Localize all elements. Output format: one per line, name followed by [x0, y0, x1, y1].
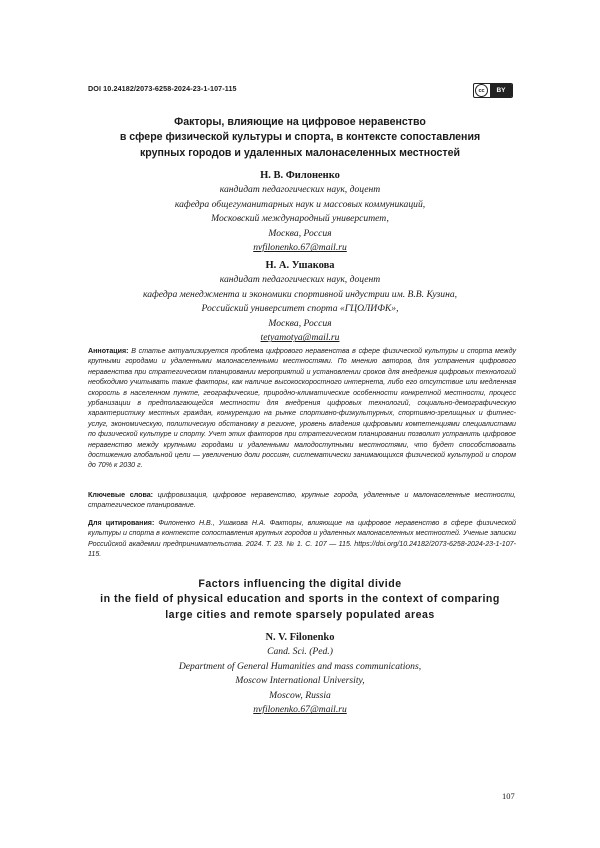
affiliation-line: кафедра общегуманитарных наук и массовых коммуникаций, [174, 198, 426, 210]
affiliation-line: Moscow, Russia [269, 689, 331, 701]
affiliation-line: Москва, Россия [268, 317, 332, 329]
affiliation-line: Moscow International University, [235, 675, 365, 687]
affiliation-line: Российский университет спорта «ГЦОЛИФК», [201, 303, 399, 315]
creative-commons-icon: cc [475, 84, 488, 97]
page-number: 107 [502, 791, 515, 801]
affiliation-line: кандидат педагогических наук, доцент [219, 274, 381, 285]
author-email-link[interactable]: tetyamotya@mail.ru [260, 332, 340, 344]
title-ru-line: Факторы, влияющие на цифровое неравенство [174, 116, 426, 128]
author-email-link[interactable]: nvfilonenko.67@mail.ru [253, 242, 347, 254]
citation-label: Для цитирования: [88, 519, 155, 527]
citation-text: Филоненко Н.В., Ушакова Н.А. Факторы, влияющие на цифровое неравенство в сфере физической культуры и спорта в контексте сопоставления крупных городов и удаленных малонаселенных местностей. Ученые записки Российской академии предпринимательства. 2024. Т. 23. № 1. С. 107 — 115. https://doi.org/10.24182/2073-6258-2024-23-1-107-115. [88, 519, 516, 559]
article-title-en [80, 577, 520, 623]
doi: DOI 10.24182/2073-6258-2024-23-1-107-115 [88, 84, 237, 93]
citation [88, 518, 516, 560]
title-ru-line: крупных городов и удаленных малонаселенных местностей [139, 146, 461, 159]
author-name: Н. В. Филоненко [260, 170, 340, 181]
license-by-label: BY [490, 84, 512, 97]
keywords [88, 490, 516, 511]
abstract-text: В статье актуализируется проблема цифрового неравенства в сфере физической культуры и спорта между крупными городами и удаленными малонаселенными местностями. По мнению авторов, для устранения цифрового неравенства при стратегическом планировании мероприятий и установлении сроков для внедрения цифровых технологий необходимо учитывать такие факторы, как наличие высокоскоростного интернета, либо его отсутствие или медленная скорость в населенном пункте, географические, природно-климатические особенности конкретной местности, процесс урбанизации в предполагающейся местности для внедрения цифровых технологий, социально-демографическую характеристику местных граждан, конкуренцию на рынке спортивно-физкультурных, спортивно-зрелищных и фитнес-услуг, экономическую, политическую обстановку в регионе, уровень владения цифровыми компетенциями специалистами по физической культуре и спорту. Учет этих факторов при стратегическом планировании позволит устранить цифровое неравенство между крупными городами и удаленными малодоступными местностями, что будет способствовать достижению глобальной цели — увеличению доли россиян, систематически занимающихся физической культурой и спором до 70% к 2030 г. [88, 347, 516, 470]
author-name: N. V. Filonenko [265, 632, 335, 643]
author-affiliation [80, 183, 520, 256]
author-email-link[interactable]: nvfilonenko.67@mail.ru [253, 704, 347, 716]
keywords-label: Ключевые слова: [88, 491, 154, 499]
title-ru-line: в сфере физической культуры и спорта, в контексте сопоставления [119, 131, 481, 144]
affiliation-line: Cand. Sci. (Ped.) [267, 646, 333, 657]
affiliation-line: кафедра менеджмента и экономики спортивной индустрии им. В.В. Кузина, [142, 288, 458, 300]
abstract [88, 346, 516, 471]
abstract-label: Аннотация: [88, 347, 129, 355]
keywords-text: цифровизация, цифровое неравенство, крупные города, удаленные и малонаселенные местности, стратегическое планирование. [88, 491, 516, 510]
affiliation-line: Москва, Россия [268, 227, 332, 239]
author-name: Н. А. Ушакова [265, 260, 335, 271]
author-affiliation [80, 273, 520, 346]
article-title-ru [80, 115, 520, 161]
affiliation-line: Московский международный университет, [211, 213, 389, 225]
title-en-line: in the field of physical education and sports in the context of comparing [100, 593, 500, 606]
affiliation-line: Department of General Humanities and mass communications, [178, 660, 422, 672]
title-en-line: large cities and remote sparsely populated areas [165, 608, 435, 621]
author-affiliation [80, 645, 520, 718]
cc-by-license-badge[interactable] [473, 83, 513, 98]
affiliation-line: кандидат педагогических наук, доцент [219, 184, 381, 195]
title-en-line: Factors influencing the digital divide [198, 578, 402, 590]
